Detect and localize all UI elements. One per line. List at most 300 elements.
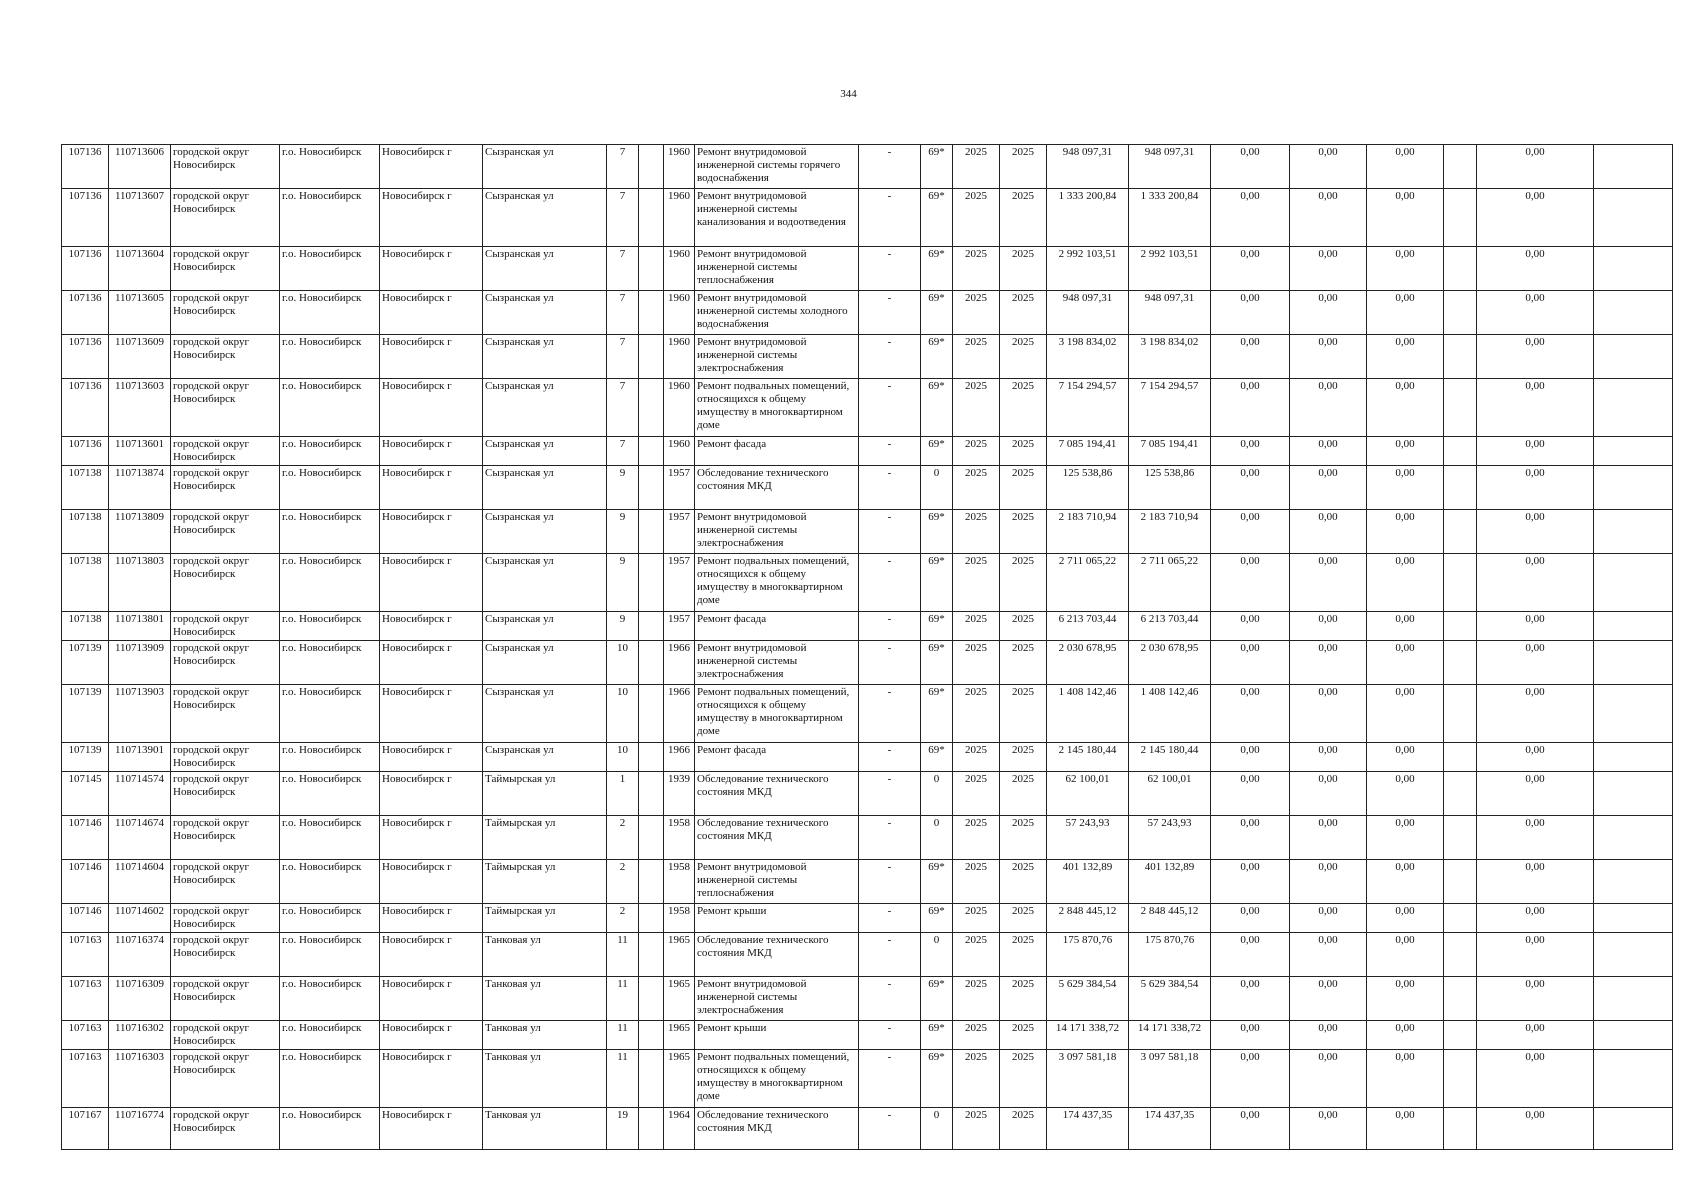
wear-cell: 69* [921,612,953,641]
start-year-cell: 2025 [953,860,1000,904]
blank-cell [1444,685,1477,743]
table-row [62,466,1673,510]
year-built-cell: 1965 [664,1021,695,1050]
zero-value-cell: 0,00 [1477,437,1594,466]
district-cell: городской округ Новосибирск [171,554,280,612]
total-cost-cell: 3 097 581,18 [1047,1050,1129,1108]
district-cell: городской округ Новосибирск [171,510,280,554]
table-row [62,685,1673,743]
street-cell: Сызранская ул [483,145,607,189]
row-id-cell: 107138 [62,612,109,641]
wear-cell: 0 [921,933,953,977]
municipality-cell: г.о. Новосибирск [280,977,380,1021]
zero-value-cell: 0,00 [1290,977,1367,1021]
zero-value-cell: 0,00 [1367,772,1444,816]
zero-value-cell: 0,00 [1290,145,1367,189]
wear-cell: 69* [921,510,953,554]
row-id-cell: 107136 [62,437,109,466]
total-cost-cell: 2 992 103,51 [1047,247,1129,291]
blank-cell [1444,1050,1477,1108]
blank-cell [1594,145,1673,189]
end-year-cell: 2025 [1000,933,1047,977]
blank-cell [639,612,664,641]
blank-cell [1594,641,1673,685]
zero-value-cell: 0,00 [1367,437,1444,466]
row-id-cell: 107136 [62,291,109,335]
district-cell: городской округ Новосибирск [171,379,280,437]
zero-value-cell: 0,00 [1290,466,1367,510]
table-row [62,1021,1673,1050]
row-id-cell: 107167 [62,1108,109,1150]
start-year-cell: 2025 [953,247,1000,291]
work-code-cell: 110713609 [109,335,171,379]
end-year-cell: 2025 [1000,335,1047,379]
zero-value-cell: 0,00 [1290,933,1367,977]
zero-value-cell: 0,00 [1290,554,1367,612]
zero-value-cell: 0,00 [1367,860,1444,904]
zero-value-cell: 0,00 [1290,291,1367,335]
year-built-cell: 1957 [664,510,695,554]
wear-cell: 69* [921,860,953,904]
row-id-cell: 107136 [62,189,109,247]
zero-value-cell: 0,00 [1477,933,1594,977]
zero-value-cell: 0,00 [1367,816,1444,860]
municipality-cell: г.о. Новосибирск [280,554,380,612]
street-cell: Сызранская ул [483,379,607,437]
wear-cell: 69* [921,145,953,189]
blank-cell [639,291,664,335]
dash-cell: - [859,145,921,189]
zero-value-cell: 0,00 [1367,1108,1444,1150]
start-year-cell: 2025 [953,612,1000,641]
zero-value-cell: 0,00 [1211,612,1290,641]
zero-value-cell: 0,00 [1367,933,1444,977]
blank-cell [639,247,664,291]
total-cost-cell: 948 097,31 [1047,291,1129,335]
house-number-cell: 10 [607,641,639,685]
table-row [62,743,1673,772]
street-cell: Сызранская ул [483,685,607,743]
street-cell: Сызранская ул [483,466,607,510]
row-id-cell: 107163 [62,1021,109,1050]
municipality-cell: г.о. Новосибирск [280,1108,380,1150]
house-number-cell: 7 [607,437,639,466]
fund-cost-cell: 2 030 678,95 [1129,641,1211,685]
zero-value-cell: 0,00 [1290,1021,1367,1050]
table-row [62,437,1673,466]
zero-value-cell: 0,00 [1477,510,1594,554]
row-id-cell: 107136 [62,247,109,291]
city-cell: Новосибирск г [380,379,483,437]
wear-cell: 0 [921,1108,953,1150]
work-code-cell: 110716303 [109,1050,171,1108]
dash-cell: - [859,510,921,554]
zero-value-cell: 0,00 [1367,145,1444,189]
row-id-cell: 107136 [62,335,109,379]
blank-cell [639,641,664,685]
dash-cell: - [859,1108,921,1150]
year-built-cell: 1965 [664,933,695,977]
fund-cost-cell: 7 085 194,41 [1129,437,1211,466]
row-id-cell: 107139 [62,743,109,772]
start-year-cell: 2025 [953,466,1000,510]
work-code-cell: 110716374 [109,933,171,977]
work-type-cell: Обследование технического состояния МКД [695,1108,859,1150]
row-id-cell: 107146 [62,816,109,860]
start-year-cell: 2025 [953,641,1000,685]
work-code-cell: 110713909 [109,641,171,685]
city-cell: Новосибирск г [380,1021,483,1050]
city-cell: Новосибирск г [380,1050,483,1108]
end-year-cell: 2025 [1000,247,1047,291]
start-year-cell: 2025 [953,291,1000,335]
street-cell: Танковая ул [483,1108,607,1150]
total-cost-cell: 1 333 200,84 [1047,189,1129,247]
end-year-cell: 2025 [1000,685,1047,743]
start-year-cell: 2025 [953,189,1000,247]
work-code-cell: 110716309 [109,977,171,1021]
district-cell: городской округ Новосибирск [171,816,280,860]
wear-cell: 0 [921,772,953,816]
zero-value-cell: 0,00 [1290,437,1367,466]
house-number-cell: 7 [607,189,639,247]
blank-cell [1594,1021,1673,1050]
dash-cell: - [859,743,921,772]
start-year-cell: 2025 [953,554,1000,612]
end-year-cell: 2025 [1000,743,1047,772]
start-year-cell: 2025 [953,1021,1000,1050]
wear-cell: 69* [921,904,953,933]
total-cost-cell: 1 408 142,46 [1047,685,1129,743]
work-code-cell: 110714674 [109,816,171,860]
zero-value-cell: 0,00 [1367,291,1444,335]
municipality-cell: г.о. Новосибирск [280,145,380,189]
start-year-cell: 2025 [953,772,1000,816]
table-row [62,1050,1673,1108]
work-code-cell: 110713809 [109,510,171,554]
fund-cost-cell: 1 333 200,84 [1129,189,1211,247]
work-code-cell: 110713874 [109,466,171,510]
fund-cost-cell: 174 437,35 [1129,1108,1211,1150]
dash-cell: - [859,466,921,510]
municipality-cell: г.о. Новосибирск [280,466,380,510]
end-year-cell: 2025 [1000,189,1047,247]
zero-value-cell: 0,00 [1211,641,1290,685]
district-cell: городской округ Новосибирск [171,335,280,379]
street-cell: Таймырская ул [483,904,607,933]
dash-cell: - [859,379,921,437]
blank-cell [1444,860,1477,904]
blank-cell [1594,816,1673,860]
house-number-cell: 11 [607,1050,639,1108]
district-cell: городской округ Новосибирск [171,612,280,641]
blank-cell [1594,860,1673,904]
fund-cost-cell: 5 629 384,54 [1129,977,1211,1021]
zero-value-cell: 0,00 [1477,145,1594,189]
table-body [62,145,1673,1150]
house-number-cell: 9 [607,612,639,641]
street-cell: Танковая ул [483,1050,607,1108]
work-code-cell: 110713605 [109,291,171,335]
zero-value-cell: 0,00 [1211,554,1290,612]
zero-value-cell: 0,00 [1477,685,1594,743]
total-cost-cell: 6 213 703,44 [1047,612,1129,641]
fund-cost-cell: 948 097,31 [1129,291,1211,335]
dash-cell: - [859,335,921,379]
house-number-cell: 10 [607,685,639,743]
dash-cell: - [859,977,921,1021]
blank-cell [639,816,664,860]
city-cell: Новосибирск г [380,291,483,335]
start-year-cell: 2025 [953,510,1000,554]
district-cell: городской округ Новосибирск [171,1021,280,1050]
blank-cell [1444,291,1477,335]
end-year-cell: 2025 [1000,437,1047,466]
fund-cost-cell: 3 198 834,02 [1129,335,1211,379]
work-code-cell: 110714574 [109,772,171,816]
municipality-cell: г.о. Новосибирск [280,247,380,291]
zero-value-cell: 0,00 [1367,379,1444,437]
wear-cell: 0 [921,816,953,860]
table-row [62,189,1673,247]
zero-value-cell: 0,00 [1367,189,1444,247]
blank-cell [1444,772,1477,816]
table-row [62,816,1673,860]
wear-cell: 69* [921,291,953,335]
start-year-cell: 2025 [953,816,1000,860]
blank-cell [1444,933,1477,977]
city-cell: Новосибирск г [380,743,483,772]
row-id-cell: 107139 [62,685,109,743]
dash-cell: - [859,554,921,612]
municipality-cell: г.о. Новосибирск [280,335,380,379]
dash-cell: - [859,1050,921,1108]
municipality-cell: г.о. Новосибирск [280,743,380,772]
zero-value-cell: 0,00 [1211,379,1290,437]
work-type-cell: Ремонт фасада [695,437,859,466]
work-code-cell: 110713903 [109,685,171,743]
table-row [62,554,1673,612]
year-built-cell: 1966 [664,743,695,772]
zero-value-cell: 0,00 [1211,1021,1290,1050]
work-type-cell: Ремонт крыши [695,1021,859,1050]
municipality-cell: г.о. Новосибирск [280,933,380,977]
zero-value-cell: 0,00 [1367,1021,1444,1050]
table-row [62,379,1673,437]
street-cell: Сызранская ул [483,641,607,685]
municipality-cell: г.о. Новосибирск [280,904,380,933]
row-id-cell: 107163 [62,977,109,1021]
district-cell: городской округ Новосибирск [171,933,280,977]
table-row [62,612,1673,641]
house-number-cell: 11 [607,933,639,977]
total-cost-cell: 2 183 710,94 [1047,510,1129,554]
work-type-cell: Обследование технического состояния МКД [695,933,859,977]
zero-value-cell: 0,00 [1367,612,1444,641]
blank-cell [639,1021,664,1050]
house-number-cell: 2 [607,904,639,933]
year-built-cell: 1965 [664,977,695,1021]
street-cell: Таймырская ул [483,772,607,816]
district-cell: городской округ Новосибирск [171,1050,280,1108]
zero-value-cell: 0,00 [1211,145,1290,189]
blank-cell [1444,816,1477,860]
work-code-cell: 110713901 [109,743,171,772]
work-code-cell: 110713803 [109,554,171,612]
row-id-cell: 107138 [62,510,109,554]
municipality-cell: г.о. Новосибирск [280,685,380,743]
total-cost-cell: 57 243,93 [1047,816,1129,860]
dash-cell: - [859,933,921,977]
zero-value-cell: 0,00 [1211,1050,1290,1108]
municipality-cell: г.о. Новосибирск [280,189,380,247]
blank-cell [1594,1108,1673,1150]
start-year-cell: 2025 [953,977,1000,1021]
fund-cost-cell: 6 213 703,44 [1129,612,1211,641]
year-built-cell: 1960 [664,291,695,335]
blank-cell [1444,189,1477,247]
end-year-cell: 2025 [1000,1050,1047,1108]
blank-cell [1594,743,1673,772]
table-row [62,247,1673,291]
blank-cell [639,933,664,977]
zero-value-cell: 0,00 [1290,335,1367,379]
blank-cell [1444,641,1477,685]
dash-cell: - [859,1021,921,1050]
zero-value-cell: 0,00 [1290,685,1367,743]
zero-value-cell: 0,00 [1290,1108,1367,1150]
zero-value-cell: 0,00 [1211,772,1290,816]
start-year-cell: 2025 [953,1108,1000,1150]
zero-value-cell: 0,00 [1367,743,1444,772]
year-built-cell: 1966 [664,641,695,685]
street-cell: Сызранская ул [483,247,607,291]
zero-value-cell: 0,00 [1211,437,1290,466]
wear-cell: 69* [921,977,953,1021]
total-cost-cell: 7 154 294,57 [1047,379,1129,437]
municipality-cell: г.о. Новосибирск [280,1021,380,1050]
zero-value-cell: 0,00 [1211,466,1290,510]
work-code-cell: 110714604 [109,860,171,904]
start-year-cell: 2025 [953,933,1000,977]
zero-value-cell: 0,00 [1477,1050,1594,1108]
district-cell: городской округ Новосибирск [171,189,280,247]
end-year-cell: 2025 [1000,904,1047,933]
zero-value-cell: 0,00 [1290,860,1367,904]
blank-cell [639,554,664,612]
total-cost-cell: 175 870,76 [1047,933,1129,977]
city-cell: Новосибирск г [380,612,483,641]
house-number-cell: 11 [607,977,639,1021]
zero-value-cell: 0,00 [1477,904,1594,933]
work-code-cell: 110714602 [109,904,171,933]
total-cost-cell: 125 538,86 [1047,466,1129,510]
dash-cell: - [859,685,921,743]
wear-cell: 69* [921,379,953,437]
total-cost-cell: 948 097,31 [1047,145,1129,189]
fund-cost-cell: 175 870,76 [1129,933,1211,977]
blank-cell [639,437,664,466]
start-year-cell: 2025 [953,379,1000,437]
dash-cell: - [859,291,921,335]
city-cell: Новосибирск г [380,554,483,612]
total-cost-cell: 62 100,01 [1047,772,1129,816]
end-year-cell: 2025 [1000,816,1047,860]
zero-value-cell: 0,00 [1211,977,1290,1021]
street-cell: Сызранская ул [483,335,607,379]
city-cell: Новосибирск г [380,772,483,816]
year-built-cell: 1958 [664,860,695,904]
blank-cell [1594,977,1673,1021]
row-id-cell: 107146 [62,860,109,904]
work-type-cell: Обследование технического состояния МКД [695,466,859,510]
city-cell: Новосибирск г [380,189,483,247]
blank-cell [1444,379,1477,437]
start-year-cell: 2025 [953,1050,1000,1108]
municipality-cell: г.о. Новосибирск [280,1050,380,1108]
year-built-cell: 1960 [664,247,695,291]
wear-cell: 69* [921,437,953,466]
year-built-cell: 1960 [664,335,695,379]
work-type-cell: Ремонт внутридомовой инженерной системы теплоснабжения [695,860,859,904]
district-cell: городской округ Новосибирск [171,145,280,189]
city-cell: Новосибирск г [380,977,483,1021]
zero-value-cell: 0,00 [1477,247,1594,291]
street-cell: Танковая ул [483,1021,607,1050]
fund-cost-cell: 2 711 065,22 [1129,554,1211,612]
city-cell: Новосибирск г [380,1108,483,1150]
blank-cell [1594,291,1673,335]
zero-value-cell: 0,00 [1477,554,1594,612]
blank-cell [639,466,664,510]
fund-cost-cell: 7 154 294,57 [1129,379,1211,437]
end-year-cell: 2025 [1000,772,1047,816]
work-code-cell: 110713607 [109,189,171,247]
page-number: 344 [840,88,857,100]
wear-cell: 69* [921,1050,953,1108]
zero-value-cell: 0,00 [1211,685,1290,743]
fund-cost-cell: 2 145 180,44 [1129,743,1211,772]
blank-cell [639,335,664,379]
municipality-cell: г.о. Новосибирск [280,437,380,466]
street-cell: Сызранская ул [483,510,607,554]
zero-value-cell: 0,00 [1367,1050,1444,1108]
zero-value-cell: 0,00 [1290,189,1367,247]
work-type-cell: Ремонт внутридомовой инженерной системы горячего водоснабжения [695,145,859,189]
zero-value-cell: 0,00 [1477,335,1594,379]
total-cost-cell: 2 145 180,44 [1047,743,1129,772]
work-code-cell: 110716302 [109,1021,171,1050]
blank-cell [1444,554,1477,612]
street-cell: Сызранская ул [483,554,607,612]
wear-cell: 69* [921,685,953,743]
zero-value-cell: 0,00 [1290,247,1367,291]
work-type-cell: Обследование технического состояния МКД [695,772,859,816]
zero-value-cell: 0,00 [1290,510,1367,554]
blank-cell [1444,466,1477,510]
municipality-cell: г.о. Новосибирск [280,379,380,437]
house-number-cell: 2 [607,816,639,860]
house-number-cell: 7 [607,145,639,189]
street-cell: Сызранская ул [483,612,607,641]
zero-value-cell: 0,00 [1477,466,1594,510]
year-built-cell: 1960 [664,145,695,189]
municipality-cell: г.о. Новосибирск [280,772,380,816]
municipality-cell: г.о. Новосибирск [280,641,380,685]
year-built-cell: 1965 [664,1050,695,1108]
zero-value-cell: 0,00 [1211,933,1290,977]
street-cell: Сызранская ул [483,189,607,247]
